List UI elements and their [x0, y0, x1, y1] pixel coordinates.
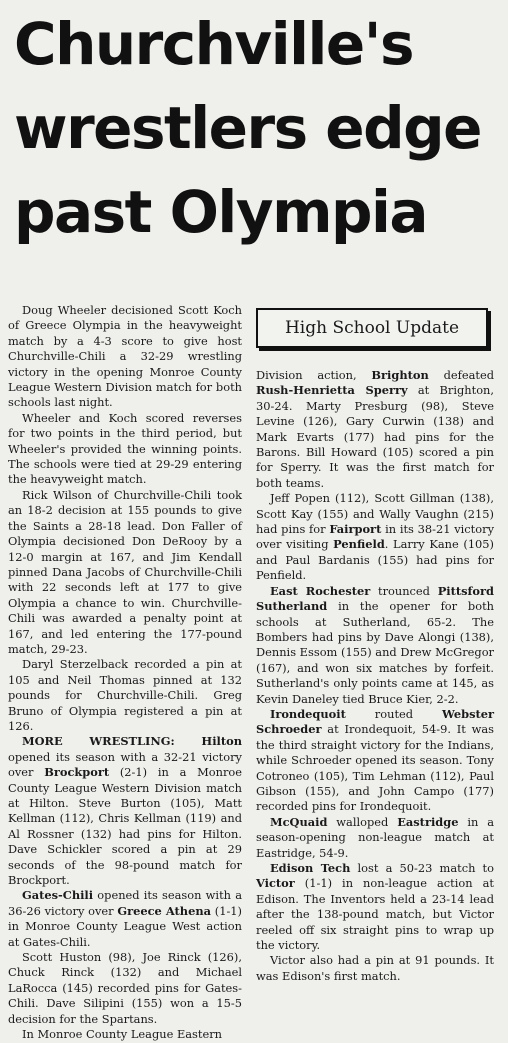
- headline: [14, 2, 494, 254]
- paragraph-text: (1-1) in non-league action at Edison. The Inventors held a 23-14 lead after the 138-pound match, but Victor reeled off six straight pins to wrap up the victory.: [256, 876, 494, 953]
- bold-text: Irondequoit: [270, 706, 346, 721]
- paragraph-text: in its 38-21 victory over visiting: [256, 522, 495, 552]
- headline-line-1: Churchville's: [14, 10, 413, 78]
- paragraph-text: Jeff Popen (112), Scott Gillman (138), Scott Kay (155) and Wally Vaughn (215) had pins for: [256, 491, 494, 537]
- paragraph-text: in the opener for both schools at Sutherland, 65-2. The Bombers had pins by Dave Alongi (138), Dennis Essom (155) and Drew McGregor (167), and won six matches by forfeit. Sutherland's only points came at 145, as Kevin Daneley tied Bruce Kier, 2-2.: [256, 599, 494, 706]
- headline-line-3: past Olympia: [14, 178, 428, 246]
- bold-text: McQuaid: [270, 814, 328, 829]
- paragraph-text: Rick Wilson of Churchville-Chili took an 18-2 decision at 155 pounds to give the Saints a 28-18 lead. Don Faller of Olympia decisioned Don DeRooy by a 12-0 margin at 167, and Jim Kendall pinned Dana Jacobs of Churchville-Chili with 22 seconds left at 177 to give Olympia a chance to win. Churchville-Chili was awarded a penalty point at 167, and led entering the 177-pound match, 29-23.: [8, 487, 242, 656]
- bold-text: Fairport: [329, 522, 382, 537]
- bold-text: Webster Schroeder: [256, 706, 494, 737]
- bold-text: Brighton: [371, 368, 429, 382]
- paragraph-text: opened its season with a 32-21 victory over: [8, 749, 242, 780]
- bold-text: Greece Athena: [117, 903, 211, 918]
- paragraph-text: Daryl Sterzelback recorded a pin at 105 and Neil Thomas pinned at 132 pounds for Churchville-Chili. Greg Bruno of Olympia registered a pin at 126.: [8, 657, 242, 733]
- paragraph-text: Doug Wheeler decisioned Scott Koch of Greece Olympia in the heavyweight match by a 4-3 score to give host Churchville-Chili a 32-29 wrestling victory in the opening Monroe County League Western Division match for both schools last night.: [8, 303, 242, 410]
- article-column-left: [8, 303, 242, 1043]
- bold-text: Penfield: [333, 537, 385, 552]
- bold-text: Edison Tech: [270, 861, 351, 875]
- article-paragraph: [256, 815, 494, 861]
- paragraph-text: in a season-opening non-league match at Eastridge, 54-9.: [256, 814, 494, 860]
- paragraph-text: In Monroe County League Eastern: [22, 1027, 222, 1042]
- paragraph-text: trounced: [370, 583, 438, 598]
- paragraph-text: opened its season with a 36-26 victory over: [8, 888, 242, 918]
- article-paragraph: [8, 1027, 242, 1042]
- bold-text: East Rochester: [270, 583, 371, 598]
- article-paragraph: [256, 707, 494, 815]
- high-school-update-box: [256, 308, 488, 348]
- article-paragraph: [256, 491, 494, 583]
- article-paragraph: [8, 488, 242, 657]
- article-paragraph: [8, 303, 242, 411]
- paragraph-text: Wheeler and Koch scored reverses for two points in the third period, but Wheeler's provided the winning points. The schools were tied at 29-29 entering the heavyweight match.: [8, 410, 242, 487]
- article-paragraph: [256, 368, 494, 491]
- bold-text: Rush-Henrietta Sperry: [256, 383, 408, 398]
- paragraph-text: walloped: [327, 814, 398, 829]
- headline-line-2: wrestlers edge: [14, 94, 482, 162]
- paragraph-text: routed: [345, 706, 442, 721]
- article-paragraph: [8, 950, 242, 1027]
- paragraph-text: Victor also had a pin at 91 pounds. It was Edison's first match.: [256, 953, 494, 983]
- bold-text: Eastridge: [397, 814, 459, 829]
- article-paragraph: [8, 734, 242, 888]
- paragraph-text: defeated: [428, 368, 494, 382]
- bold-text: Gates-Chili: [22, 888, 94, 903]
- paragraph-text: Division action,: [256, 368, 372, 382]
- article-paragraph: [8, 888, 242, 950]
- bold-text: Brockport: [44, 765, 110, 780]
- paragraph-text: lost a 50-23 match to: [350, 861, 494, 875]
- paragraph-text: . Larry Kane (105) and Paul Bardanis (155) had pins for Penfield.: [256, 537, 494, 583]
- article-paragraph: [256, 861, 494, 953]
- bold-text: MORE WRESTLING: Hilton: [22, 734, 242, 749]
- article-paragraph: [256, 953, 494, 984]
- high-school-update-label: High School Update: [284, 318, 460, 338]
- bold-text: Victor: [256, 876, 295, 891]
- article-paragraph: [8, 657, 242, 734]
- article-paragraph: [256, 584, 494, 707]
- bold-text: Pittsford Sutherland: [256, 583, 494, 614]
- paragraph-text: Scott Huston (98), Joe Rinck (126), Chuck Rinck (132) and Michael LaRocca (145) recorded pins for Gates-Chili. Dave Silipini (155) won a 15-5 decision for the Spartans.: [8, 950, 242, 1026]
- article-column-right: [256, 368, 494, 984]
- paragraph-text: at Irondequoit, 54-9. It was the third straight victory for the Indians, while Schroeder opened its season. Tony Cotroneo (105), Tim Lehman (112), Paul Gibson (155), and John Campo (177) recorded pins for Irondequoit.: [256, 722, 494, 814]
- article-paragraph: [8, 411, 242, 488]
- paragraph-text: at Brighton, 30-24. Marty Presburg (98), Steve Levine (126), Gary Curwin (138) and Mark Evarts (177) had pins for the Barons. Bill Howard (105) scored a pin for Sperry. It was the first match for both teams.: [256, 383, 495, 490]
- paragraph-text: (2-1) in a Monroe County League Western Division match at Hilton. Steve Burton (105), Matt Kellman (112), Chris Kellman (119) and Al Rossner (132) had pins for Hilton. Dave Schickler scored a pin at 29 seconds of the 98-pound match for Brockport.: [8, 765, 242, 888]
- paragraph-text: (1-1) in Monroe County League West action at Gates-Chili.: [8, 903, 242, 949]
